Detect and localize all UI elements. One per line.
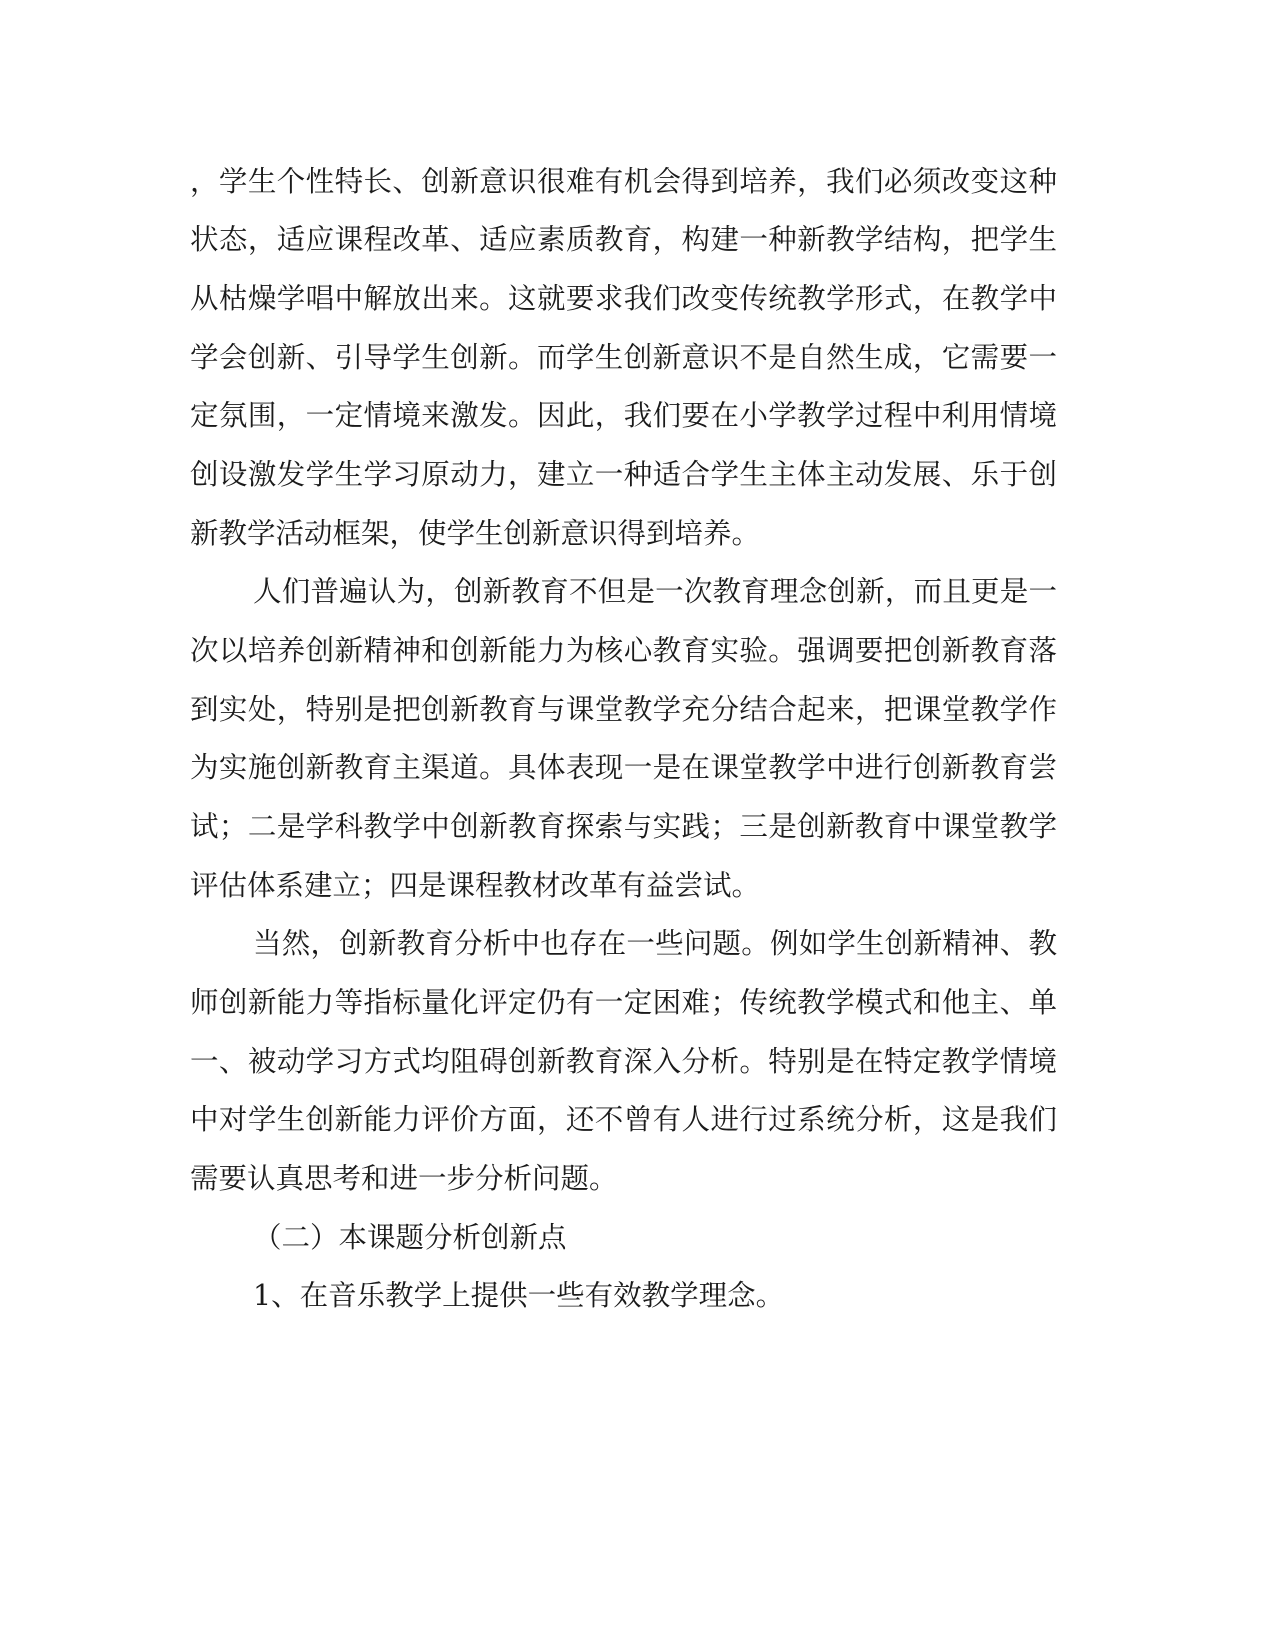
text-line: ，学生个性特长、创新意识很难有机会得到培养，我们必须改变这种 <box>190 165 1057 198</box>
text-line: 师创新能力等指标量化评定仍有一定困难；传统教学模式和他主、单 <box>190 986 1057 1019</box>
text-line: 一、被动学习方式均阻碍创新教育深入分析。特别是在特定教学情境 <box>190 1045 1057 1078</box>
text-line: 新教学活动框架，使学生创新意识得到培养。 <box>190 517 761 550</box>
text-line: 到实处，特别是把创新教育与课堂教学充分结合起来，把课堂教学作 <box>190 693 1057 726</box>
text-line: 定氛围，一定情境来激发。因此，我们要在小学教学过程中利用情境 <box>190 399 1057 432</box>
text-line: 当然，创新教育分析中也存在一些问题。例如学生创新精神、教 <box>253 927 1057 960</box>
text-line: 评估体系建立；四是课程教材改革有益尝试。 <box>190 869 761 902</box>
text-line: 创设激发学生学习原动力，建立一种适合学生主体主动发展、乐于创 <box>190 458 1057 491</box>
text-line: 状态，适应课程改革、适应素质教育，构建一种新教学结构，把学生 <box>190 223 1057 256</box>
text-line: 人们普遍认为，创新教育不但是一次教育理念创新，而且更是一 <box>253 575 1057 608</box>
text-line: 从枯燥学唱中解放出来。这就要求我们改变传统教学形式，在教学中 <box>190 282 1057 315</box>
text-line: 次以培养创新精神和创新能力为核心教育实验。强调要把创新教育落 <box>190 634 1057 667</box>
text-line: 需要认真思考和进一步分析问题。 <box>190 1162 618 1195</box>
text-line: 为实施创新教育主渠道。具体表现一是在课堂教学中进行创新教育尝 <box>190 751 1057 784</box>
list-item: 1、在音乐教学上提供一些有效教学理念。 <box>253 1279 785 1312</box>
text-line: 试；二是学科教学中创新教育探索与实践；三是创新教育中课堂教学 <box>190 810 1057 843</box>
text-line: 学会创新、引导学生创新。而学生创新意识不是自然生成，它需要一 <box>190 341 1057 374</box>
section-heading: （二）本课题分析创新点 <box>253 1221 567 1254</box>
text-line: 中对学生创新能力评价方面，还不曾有人进行过系统分析，这是我们 <box>190 1103 1057 1136</box>
